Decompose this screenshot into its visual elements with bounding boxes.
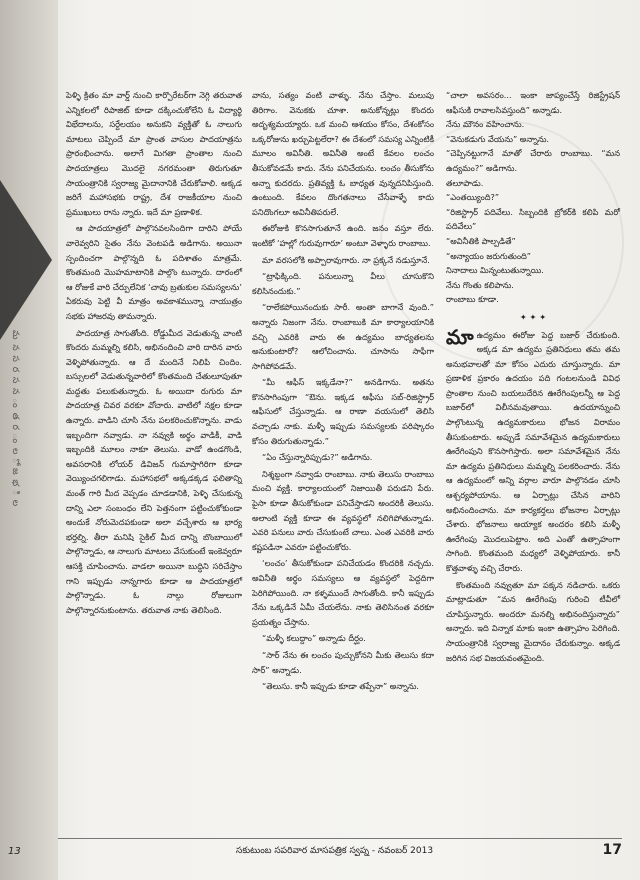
dialogue-line: “అన్యాయం జరుగుతుంది” — [446, 250, 531, 261]
page-number-right: 17 — [602, 842, 622, 858]
paragraph: ‘లంచం’ తీసుకోకుండా పనిచేయడం కొందరికి నచ్చదు. అవినీతి అర్థం సమస్యలు ఆ వ్యవస్థలో పెద్దదిగా పెరిగిపోయింది. నా కళ్ళముందే సాగుతోంది. కానీ ఇప్పుడు నేను ఒక్కడినే ఏమీ చేయలేను. నాకు తెలిసినంత వరకూ ప్రయత్నం చేస్తాను. — [252, 558, 434, 627]
paragraph: “మీ ఆఫీస్ ఇక్కడేనా?” అనడిగాను. అతను కొనసాగింపుగా “ఔను. ఇక్కడ ఆఫీసు సబ్-రిజిస్ట్రార్ ఆఫీసులో చేస్తున్నాడు. ఆ రాణా వయసులో తెలిసి వచ్చాడు నాకు. మళ్ళీ ఇప్పుడు సమస్యలకు పరిష్కారం కోసం తిరుగుతున్నాడు.” — [252, 377, 434, 446]
dialogue-line: “అవినీతికి పాల్పడితే” — [446, 235, 516, 246]
column-1 — [66, 88, 242, 619]
paragraph: “సార్ నేను ఈ లంచం పుచ్చుకోనని మీకు తెలుసు కదా సార్” అన్నాడు. — [252, 649, 434, 675]
paragraph: “రాలేకపోయినందుకు సారీ. అంతా బాగానే వుంది.” అన్నారు నిజంగా నేను. రాంబాబుకి మా కార్యాలయానికి వచ్చి ఎవరికి వారు ఈ ఉద్యమం బాధ్యతలను అనుకుంటారో? ఆలోచించాను. చూసాను సాఫీగా సాగిపోవడమే. — [252, 302, 434, 371]
drop-cap: మా — [446, 324, 474, 349]
dialogue-line: “రిజిస్ట్రార్ పదివేలు. సిబ్బందికి బ్రోకర్‌కి కలిపి మరో పదివేలు” — [446, 206, 620, 232]
paragraph: నిశ్శబ్దంగా నవ్వాడు రాంబాబు. నాకు తెలుసు రాంబాబు మంచి వ్యక్తి. కార్యాలయంలో నిజాయితీ పరుడని పేరు. పైసా కూడా తీసుకోకుండా పనిచేస్తాడని అందరికీ తెలుసు. అలాంటి వ్యక్తి కూడా ఈ వ్యవస్థలో నలిగిపోతున్నాడు. ఎవరి పనులు వారు చేసుకుంటే చాలు. ఎంత ఎవరికి వారు కష్టపడినా ఎవరూ పట్టించుకోరు. — [252, 468, 434, 552]
margin-text: మ న స ర స న ం త ర ం ల ో జ భ ి ల — [10, 330, 20, 508]
magazine-name: సకుటుంబ సపరివార మాసపత్రిక స్వప్న - నవంబర్ 2013 — [236, 846, 434, 856]
dialogue-line: “చెప్పినట్టుగానే మాతో చేరారు రాంబాబు. “మన ఉద్యమం?” అడిగాను. — [446, 148, 620, 173]
paragraph-text: ఉద్యమం ఈరోజు పెద్ద బజార్ చేరుకుంది. అక్కడ మా ఉద్యమ ప్రతినిధులు తమ తమ అనుభవాలతో మా కోసం ఎదురు చూస్తున్నారు. మా ప్రణాళిక ప్రకారం ఉదయం పది గంటలనుండి వివిధ ప్రాంతాల నుంచి బయలుదేరిన ఊరేగింపులన్నీ ఆ పెద్ద బజార్‌లో విలీనమవుతాయి. ఉదయాన్నుంచి పాల్గొంటున్న ఉద్యమకారులు భోజన విరామం తీసుకుంటారు. అప్పుడే సమావేశమైన ఉద్యమకారులు ఊరేగింపుని కొనసాగిస్తారు. అలా సమావేశమైన నేను మా ఉద్యమ ప్రతినిధులు మమ్మల్ని పలకరించారు. నేను ఆ ఉద్యమంలో అన్ని వర్గాల వారూ పాల్గొనడం చూసి ఆశ్చర్యపోయాను. ఆ ఏర్పాట్లు చేసిన వారిని అభినందించాను. మా కార్యకర్తలు భోజనాల ఏర్పాట్లు చేశారు. భోజనాలు అయ్యాక అందరం కలిసి మళ్ళీ ఊరేగింపు మొదలుపెట్టాం. అది ఎంతో ఉత్సాహంగా సాగింది. కొంతమంది మధ్యలో వెళ్ళిపోయారు. కానీ కొత్తవాళ్ళు వచ్చి చేరారు. — [446, 329, 620, 573]
page-number-left: 13 — [8, 846, 21, 857]
page-footer — [0, 842, 640, 866]
paragraph: “మళ్ళీ కలుద్దాం” అన్నాడు దీర్ఘం. — [262, 633, 366, 644]
section-separator: ✦ ✦ ✦ — [519, 311, 547, 322]
dialogue-line: “ఎంతయ్యింది?” — [446, 192, 500, 203]
dialogue-line: “చాలా అవసరం... ఇంకా జాప్యంచేస్తే రిజిస్ట్రేషన్ ఆఫీసుకి రావాలసివస్తుంది” అన్నాడు. — [446, 90, 620, 115]
paragraph: కొంతమంది నవ్వుతూ మా పక్కన నడిచారు. ఒకరు మాట్లాడుతూ “మన ఊరేగింపు గురించి టీవీలో చూపిస్తున్నారు. అందరూ మనల్ని అభినందిస్తున్నారు” అన్నారు. ఇది విన్నాక మాకు ఇంకా ఉత్సాహం పెరిగింది. సాయంత్రానికి స్వరాజ్య మైదానం చేరుకున్నాం. అక్కడ జరిగిన సభ విజయవంతమైంది. — [446, 579, 620, 663]
dialogue-line: నేను మౌనం వహించాను. — [446, 119, 525, 130]
decorative-arrow-icon — [0, 180, 52, 340]
paragraph: పెళ్ళి క్రితం మా వార్డ్ నుంచి కార్పొరేటర్‌గా నెగ్గి తరువాత ఎన్నికలలో రిపాజిట్ కూడా దక్కించుకోలేని ఓ విద్యార్థి విభేదాలను, సర్దేలయం అనుకని వ్యక్తితో ఓ నాలుగు మాటలు చెప్పిందే మా ప్రాంత వాసుల పాదయాత్రను ప్రారంభించాను. అలాగే మిగతా ప్రాంతాల నుంచి పాదయాత్రలు మొదలై నగరమంతా తిరుగుతూ సాయంత్రానికి స్వరాజ్య మైదానానికి చేరుకోవాలి. అక్కడ జరిగే మహాసభకు రాష్ట్ర, దేశ రాజకీయాల నుంచి ప్రముఖులు రాను న్నారు. ఇదే మా ప్రణాళిక. — [66, 90, 242, 217]
paragraph: “ఏం చేస్తున్నారిప్పుడు?” అడిగాను. — [262, 452, 373, 463]
dialogue-line: రాంబాబు కూడా. — [446, 294, 499, 305]
paragraph: “ట్రాఫిక్కింది. పనులున్నా వీలు చూసుకొని కలిసినందుకు.” — [252, 271, 434, 296]
dialogue-line: “వెనుకడుగు వేయను” అన్నాను. — [446, 133, 550, 144]
paragraph: ఆ పాదయాత్రలో పాల్గొనవలసిందిగా దారిని పోయే వారెవ్వరిని సైతం నేను వెంటపడి అడిగాను. అయినా స్పందించగా పాల్గొన్నది ఓ పదిశాతం మాత్రమే. కొంతమంది మొహమాటానికి పాల్గొం టున్నారు. దారంలో ఆ రోజుకే వారి చేర్పులేనిక ‘చావు బ్రతుకుల సమస్యలను’ ఏకరువు పెట్టి వీ మాత్రం అవకాశమున్నా నాయుత్రం సభకు హాజరవు తామన్నారు. — [66, 223, 242, 321]
dialogue-line: నినాదాలు మిన్నంటుతున్నాయి. — [446, 265, 544, 276]
dialogue-line: తలూపాడు. — [446, 177, 484, 188]
paragraph: మా వరసలోకి అప్పారావుగారు. నా ప్రక్కనే నడుస్తూనే. — [262, 254, 430, 265]
dialogue-line: నేను గొంతు కలిపాను. — [446, 279, 514, 290]
paragraph: పాదయాత్ర సాగుతోంది. రోడ్డుమీద వెడుతున్న వాంటి కొందరు మమ్మల్ని కలిసి, అభినందించి వారి దారిన వారు వెళ్ళిపోతున్నారు. ఆ దే మందినే నిలిపి చిందిం. బస్సులలో వెడుతున్నవారిలో కొంతమంది చేతులూపుతూ మద్దతు పలుకుతున్నారు. ఓ అయిదా రుగురు మా పాదయాత్ర చివర వరకూ వోచారు. వాటిలో నక్షల కూడా ఉన్నారు. వాడిని చూసి నేను పలకరించుకొన్నాను. వాడు ఇబ్బందిగా నవ్వాడు. నా నవ్వుకి అర్థం వాడికీ, వాడి ఇబ్బందికి మూలం నాకూ తెలుసు. వాడో ఉండగొండి, అవసరానికి లోయర్ డివిజన్ గుమాస్తాగిరిగా కూడా వెయ్యించగలిగాడు. మహాసభలో అక్కడక్కడ ఫలితాన్ని మంత్ గారి మీద వెప్పడం చూడడానికి, పెళ్ళి చేసుకున్న దాన్ని ఎలా సంబంధం లేని పెత్తనంగా పట్టించుకోకుండా అందుకే నోరుమెదపకుండా అలా వచ్చేశారు ఆ భార్య భర్తల్ని. తీరా మనిషి సైకిల్ మీద దాన్ని బొంబాయిలో పాల్గొన్నాడు, ఆ నాలుగు మాటలు వేసుకుంటే ఇంకెవ్వరూ ఆసక్తి చూపించాను. వాడలా అయినా బుద్ధిని సరిచేస్తాం గాని ఇప్పుడు నాన్నగారు కూడా ఆ పాదయాత్రలో పాల్గొన్నాడు. ఓ నాల్గు రోజులుగా పాల్గొన్నారనుకుంటాను. తరువాత నాకు తెలిసింది. — [66, 327, 242, 615]
footer-rule — [58, 838, 622, 839]
column-3 — [446, 88, 620, 667]
column-2 — [252, 88, 434, 696]
paragraph: “తెలుసు. కానీ ఇప్పుడు కూడా తప్పేనా” అన్నాను. — [262, 681, 420, 692]
paragraph — [446, 324, 620, 576]
paragraph: వాను, సత్యం వంటి వాళ్ళు. నేను చేస్తాం. మలుపు తిరిగాం. వెనుకకు చూశా. అనుకోన్నట్లు కొందరు అదృశ్యమయ్యారు. ఒక మంచి ఆశయం కోసం, దేశంకోసం ఒక్కరోజును ఖర్చుపెట్టలేరా? ఈ దేశంలో సమస్య ఎన్నింటికీ మూలం అవినీతి. అవినీతి అంటే కేవలం లంచం తీసుకోవడమే కాదు. నేను పనిచేయను. లంచం తీసుకోను అన్నా కుదరదు. ప్రతివ్యక్తి ఓ బాధ్యత వున్నదనిపిస్తుంది. ఉంటుంది. కేవలం దొంగతనాలు చేసేవాళ్ళే కాదు పనిదొంగలూ అవినీతిపరులే. — [252, 90, 434, 217]
paragraph: ఈరోజుకి కొనసాగుతూనే ఉంది. జనం వస్తూ లేరు. ఇంటికో ‘హల్లో గురువుగారూ’ అంటూ వెళ్ళారు రాంబాబు. — [252, 223, 434, 248]
left-page-margin — [0, 0, 58, 880]
